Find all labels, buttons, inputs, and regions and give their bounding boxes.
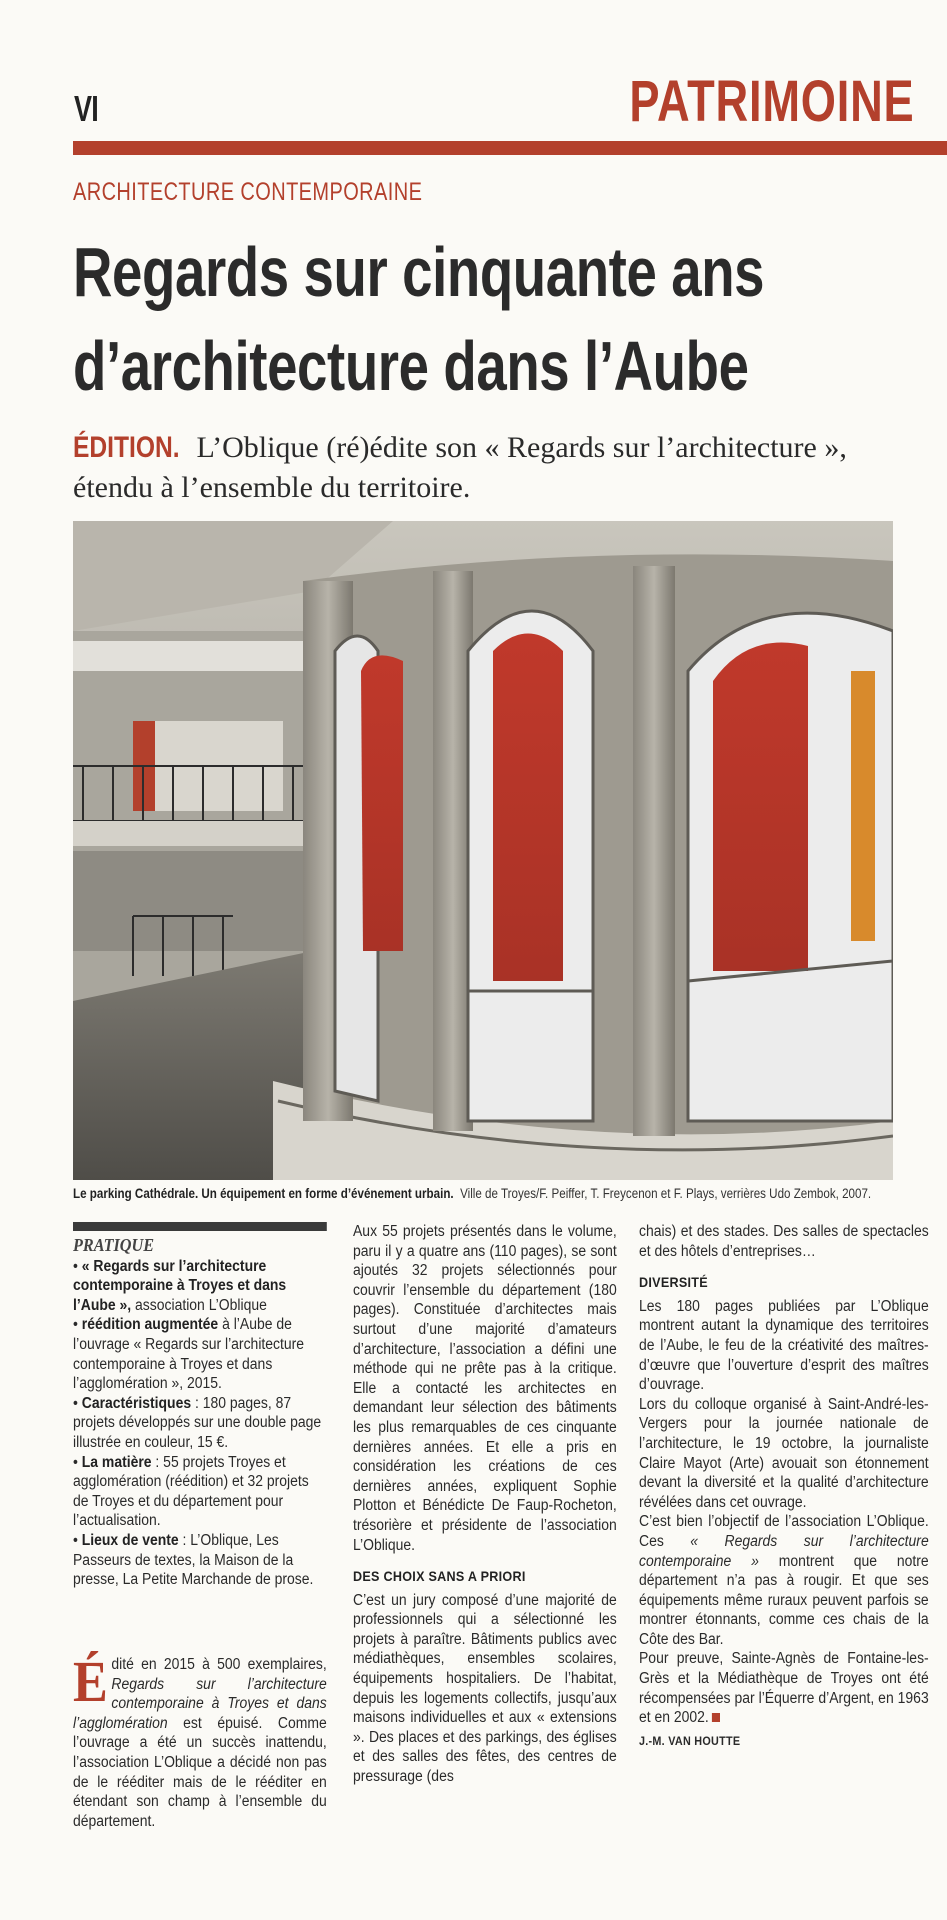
author-signature: J.-M. VAN HOUTTE	[639, 1733, 741, 1748]
section-rule	[73, 141, 947, 155]
subhead-diversite: DIVERSITÉ	[639, 1274, 708, 1291]
body-paragraph: Pour preuve, Sainte-Agnès de Fontaine-les-Grès et la Médiathèque de Troyes ont été récompensées par l’Équerre d’Argent, en 1963 et en 2002.	[639, 1650, 929, 1727]
parking-illustration	[73, 521, 893, 1180]
practical-item-2: • réédition augmentée à l’Aube de l’ouvrage « Regards sur l’architecture contemporaine à Troyes et dans l’agglomération », 2015.	[73, 1316, 305, 1393]
kicker: ARCHITECTURE CONTEMPORAINE	[73, 178, 423, 206]
body-paragraph: Lors du colloque organisé à Saint-André-les-Vergers pour la journée nationale de l’architecture, le 19 octobre, la journaliste Claire Mayot (Arte) avouait son étonnement devant la diversité et la qualité d’architecture révélées dans cet ouvrage.	[639, 1395, 929, 1511]
practical-box	[73, 1222, 327, 1590]
practical-item-4: • La matière : 55 projets Troyes et agglomération (réédition) et 32 projets de Troyes et du département pour l’actualisation.	[73, 1453, 309, 1530]
body-paragraph: C’est bien l’objectif de l’association L’Oblique. Ces « Regards sur l’architecture contemporaine » montrent que notre département n’a pas à rougir. Et que ses équipements même ruraux peuvent parfois se montrer étonnants, comme ces chais de la Côte des Bar.	[639, 1513, 929, 1648]
intro-paragraph: Édité en 2015 à 500 exemplaires, Regards sur l’architecture contemporaine à Troyes et dans l’agglomération est épuisé. Comme l’ouvrage a été un succès inattendu, l’association L’Oblique a décidé non pas de le rééditer mais de le rééditer en étendant son champ à l’ensemble du département.	[73, 1649, 327, 1830]
body-paragraph: C’est un jury composé d’une majorité de professionnels qui a sélectionné les projets à paraître. Bâtiments publics avec médiathèques, ensembles scolaires, équipements hospitaliers. De l’habitat, depuis les logements collectifs, jusqu’aux maisons individuelles et aux « extensions ». Des places et des parkings, des églises et des salles des fêtes, des centres de pressurage (des	[353, 1591, 617, 1786]
body-paragraph: Aux 55 projets présentés dans le volume, paru il y a quatre ans (110 pages), se sont ajoutés 32 projets sélectionnés pour couvrir l’ensemble du département (180 pages). Constituée d’architectes mais surtout d’une majorité d’amateurs d’architecture, l’association a défini une méthode qui ne prête pas à la critique. Elle a contacté les architectes en demandant leur sélection des bâtiments les plus remarquables de ces cinquante dernières années. Et elle a pris en considération les créations de ces dernières années, expliquent Sophie Plotton et Bénédicte De Faup-Rocheton, trésorière et présidente de l’association L’Oblique.	[353, 1223, 617, 1554]
caption-credit: Ville de Troyes/F. Peiffer, T. Freycenon et F. Plays, verrières Udo Zembok, 2007.	[460, 1186, 872, 1201]
headline	[73, 225, 853, 413]
page-number: VI	[74, 88, 99, 129]
headline-line-1: Regards sur cinquante ans	[73, 233, 765, 311]
headline-line-2: d’architecture dans l’Aube	[73, 327, 749, 405]
practical-title: PRATIQUE	[73, 1235, 155, 1255]
standfirst	[73, 428, 913, 508]
caption-title: Le parking Cathédrale. Un équipement en forme d’événement urbain.	[73, 1186, 454, 1201]
column-3	[639, 1222, 929, 1751]
body-paragraph: chais) et des stades. Des salles de spectacles et des hôtels d’entreprises…	[639, 1223, 929, 1260]
standfirst-lead: ÉDITION.	[73, 431, 180, 464]
column-2	[353, 1222, 617, 1787]
standfirst-text: L’Oblique (ré)édite son « Regards sur l’architecture », étendu à l’ensemble du territoire.	[73, 431, 847, 504]
section-title: PATRIMOINE	[629, 69, 915, 134]
practical-bar	[73, 1222, 327, 1231]
article-photo	[73, 521, 893, 1180]
end-mark	[712, 1713, 720, 1722]
subhead-choix: DES CHOIX SANS A PRIORI	[353, 1568, 526, 1585]
photo-caption	[73, 1186, 872, 1201]
practical-item-3: • Caractéristiques : 180 pages, 87 projets développés sur une double page illustrée en couleur, 15 €.	[73, 1394, 322, 1451]
drop-cap: É	[73, 1649, 108, 1714]
column-1	[73, 1222, 327, 1590]
body-paragraph: Les 180 pages publiées par L’Oblique montrent autant la dynamique des territoires de l’Aube, le feu de la créativité des maîtres-d’œuvre que l’ouverture d’esprit des maîtres d’ouvrage.	[639, 1297, 929, 1394]
practical-item-5: • Lieux de vente : L’Oblique, Les Passeurs de textes, la Maison de la presse, La Petite Marchande de prose.	[73, 1531, 314, 1589]
practical-item-1: • « Regards sur l’architecture contemporaine à Troyes et dans l’Aube », association L’Oblique	[73, 1257, 287, 1314]
